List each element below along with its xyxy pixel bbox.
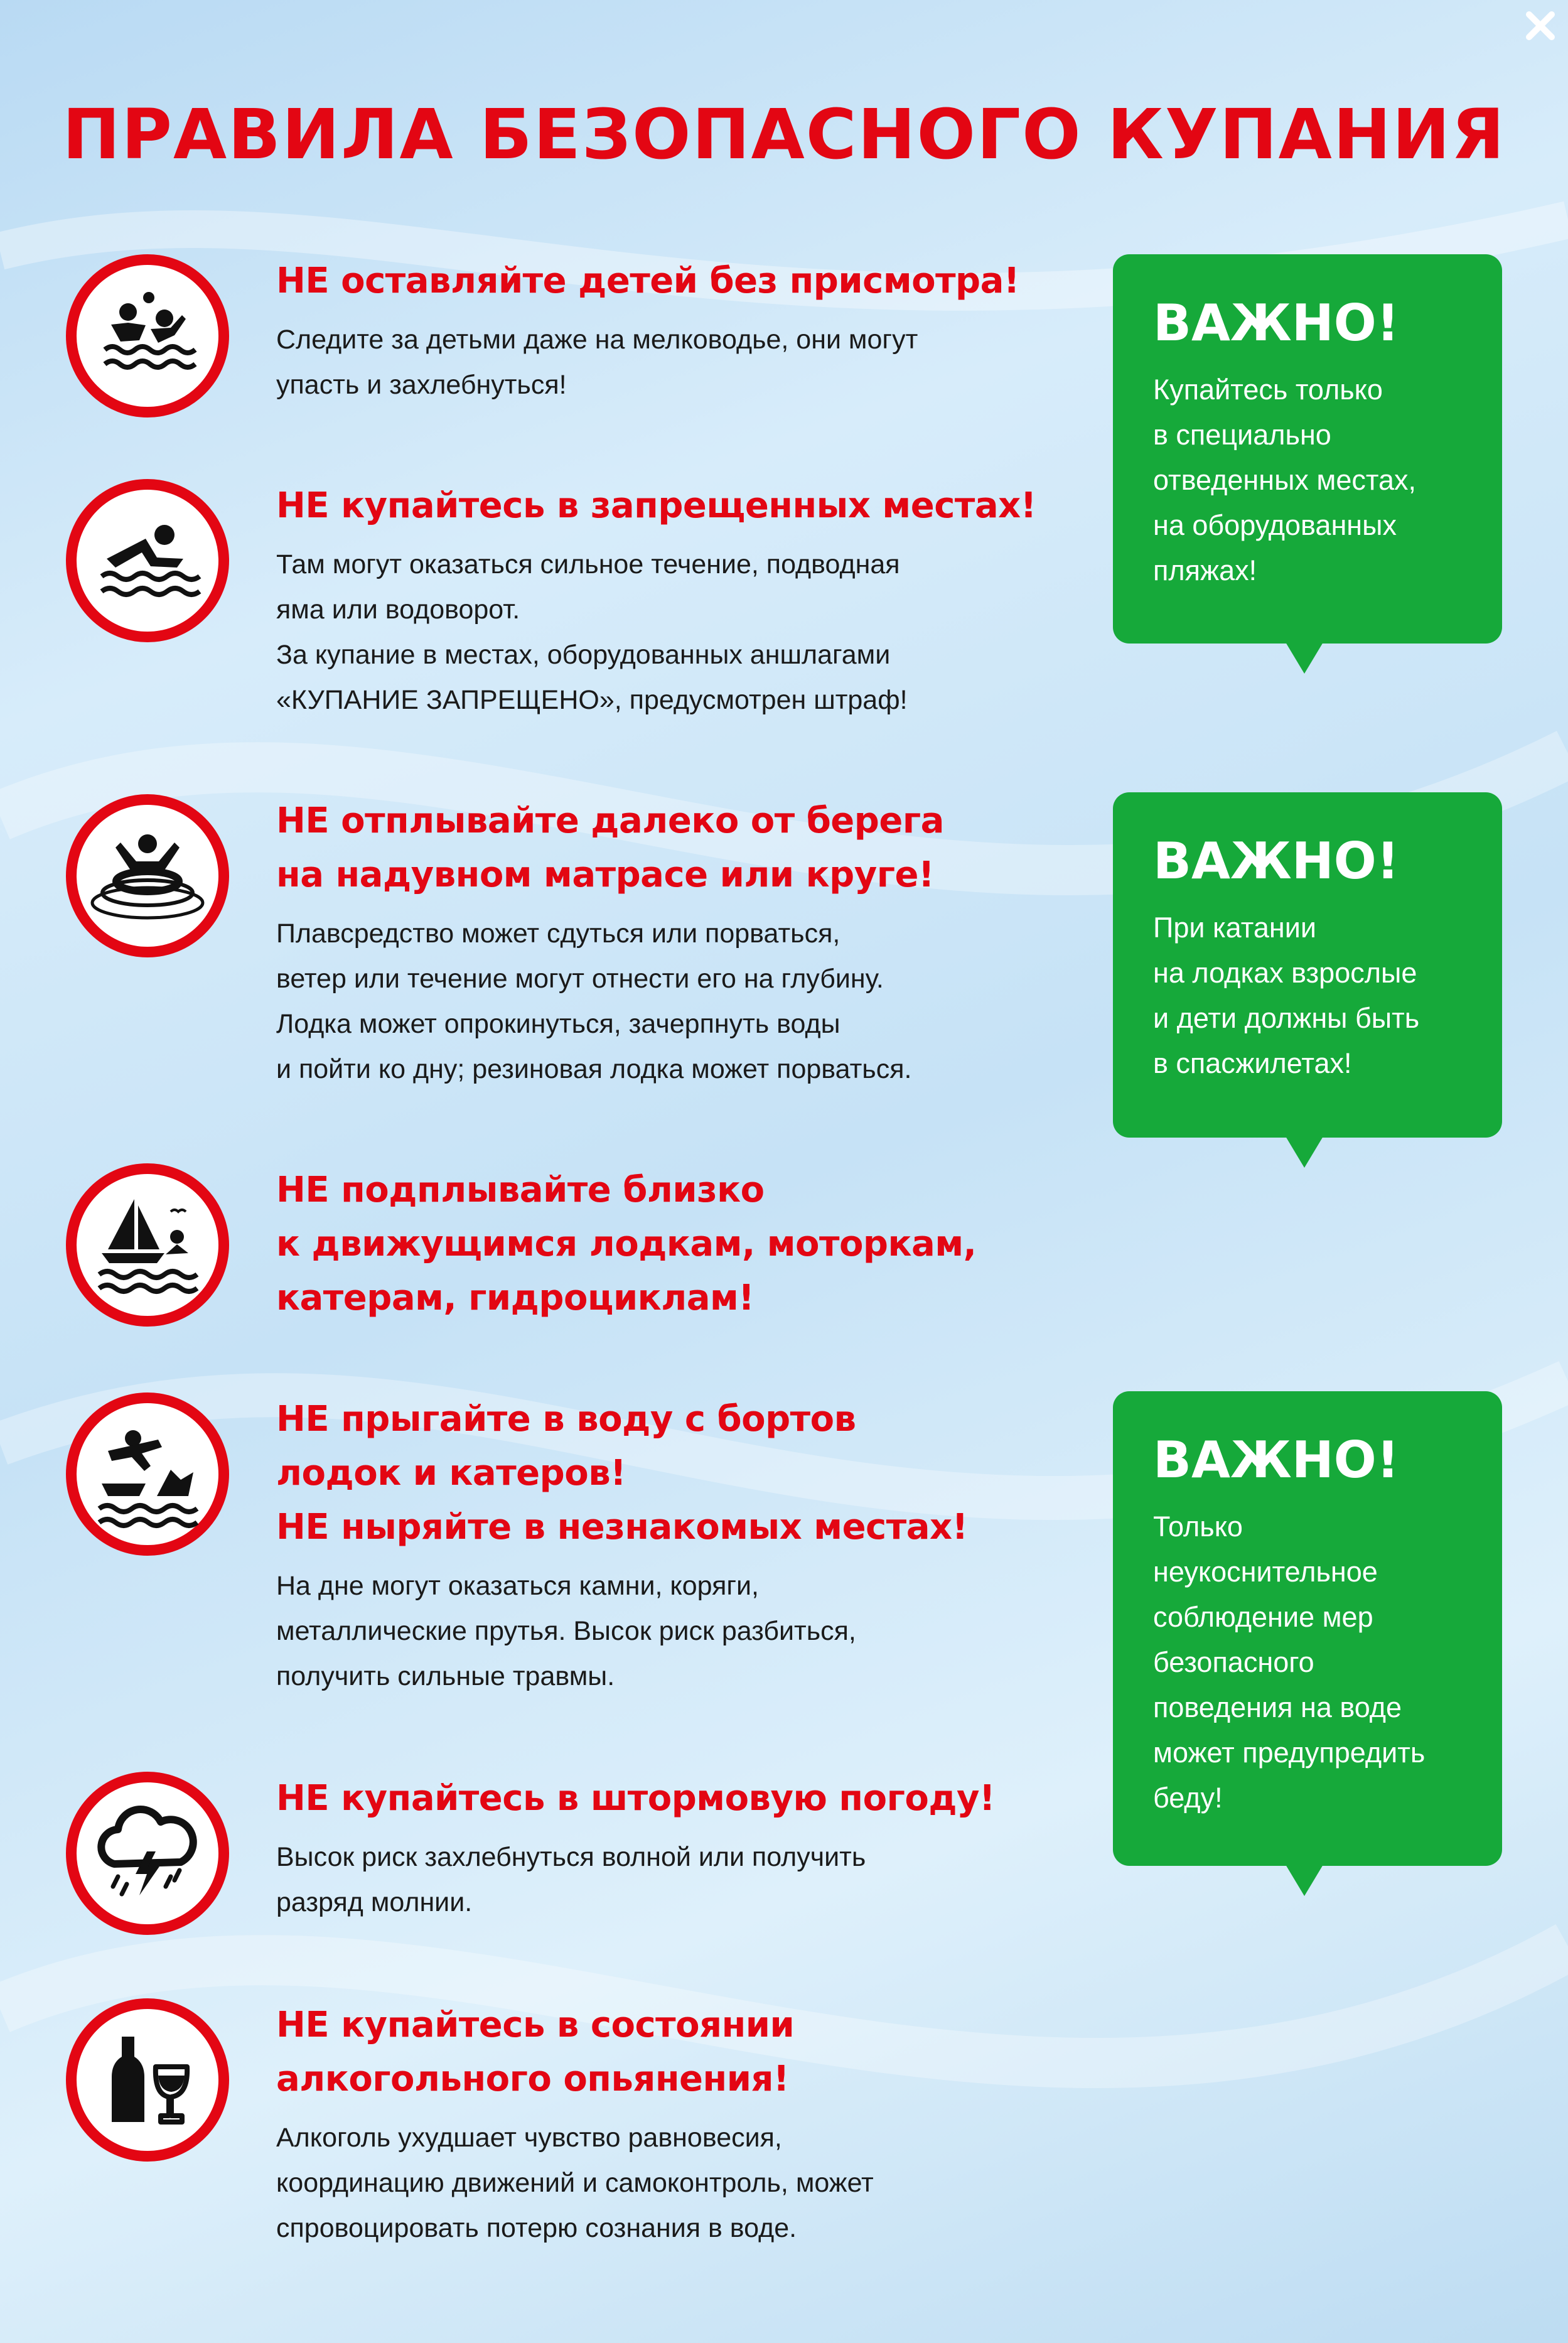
swimmer-icon (77, 490, 218, 632)
rule-icon-badge (66, 1392, 229, 1556)
rule-body: Высок риск захлебнуться волной или получить разряд молнии. (276, 1842, 866, 1917)
close-button[interactable] (1518, 6, 1555, 44)
swim-ring-icon (77, 805, 218, 947)
important-note-body: Только неукоснительное соблюдение мер безопасного поведения на воде может предупредить беду! (1153, 1511, 1426, 1814)
children-swimming-icon (77, 265, 218, 407)
rule-icon-badge (66, 1998, 229, 2162)
page-title: ПРАВИЛА БЕЗОПАСНОГО КУПАНИЯ (62, 94, 1506, 175)
rule-icon-badge (66, 794, 229, 957)
rule-icon-badge (66, 254, 229, 417)
rule-heading: НЕ купайтесь в состоянии алкогольного опьянения! (276, 2005, 795, 2099)
important-note-title: ВАЖНО! (1153, 294, 1400, 352)
important-note-body: При катании на лодках взрослые и дети должны быть в спасжилетах! (1153, 912, 1420, 1079)
important-note (1113, 1391, 1502, 1866)
rule-icon-badge (66, 479, 229, 642)
important-note (1113, 254, 1502, 644)
rule-icon-badge (66, 1163, 229, 1327)
rule-icon-badge (66, 1772, 229, 1935)
sailboat-swimmer-icon (77, 1174, 218, 1316)
rule-body: Там могут оказаться сильное течение, подводная яма или водоворот. За купание в местах, оборудованных аншлагами «КУПАНИЕ ЗАПРЕЩЕНО», предусмотрен штраф! (276, 549, 908, 715)
rule-body: Плавсредство может сдуться или порваться, ветер или течение могут отнести его на глубину. Лодка может опрокинуться, зачерпнуть воды и пойти ко дну; резиновая лодка может порваться. (276, 918, 912, 1084)
rule-heading: НЕ подплывайте близко к движущимся лодкам, моторкам, катерам, гидроциклам! (276, 1170, 977, 1318)
alcohol-bottle-glass-icon (77, 2009, 218, 2151)
rule-heading: НЕ оставляйте детей без присмотра! (276, 261, 1019, 301)
diving-icon (77, 1403, 218, 1545)
rule-heading: НЕ купайтесь в штормовую погоду! (276, 1778, 996, 1819)
rule-body: Следите за детьми даже на мелководье, они могут упасть и захлебнуться! (276, 325, 918, 400)
important-note-title: ВАЖНО! (1153, 832, 1400, 890)
important-note-body: Купайтесь только в специально отведенных местах, на оборудованных пляжах! (1153, 374, 1417, 586)
close-icon (1522, 7, 1559, 45)
important-note (1113, 792, 1502, 1138)
rule-heading: НЕ прыгайте в воду с бортов лодок и катеров! НЕ ныряйте в незнакомых местах! (276, 1399, 968, 1548)
rule-heading: НЕ купайтесь в запрещенных местах! (276, 485, 1036, 526)
storm-cloud-icon (77, 1782, 218, 1924)
rule-body: На дне могут оказаться камни, коряги, металлические прутья. Высок риск разбиться, получить сильные травмы. (276, 1571, 856, 1691)
rule-heading: НЕ отплывайте далеко от берега на надувном матрасе или круге! (276, 800, 944, 895)
important-note-title: ВАЖНО! (1153, 1431, 1400, 1489)
rule-body: Алкоголь ухудшает чувство равновесия, координацию движений и самоконтроль, может спровоцировать потерю сознания в воде. (276, 2123, 874, 2243)
